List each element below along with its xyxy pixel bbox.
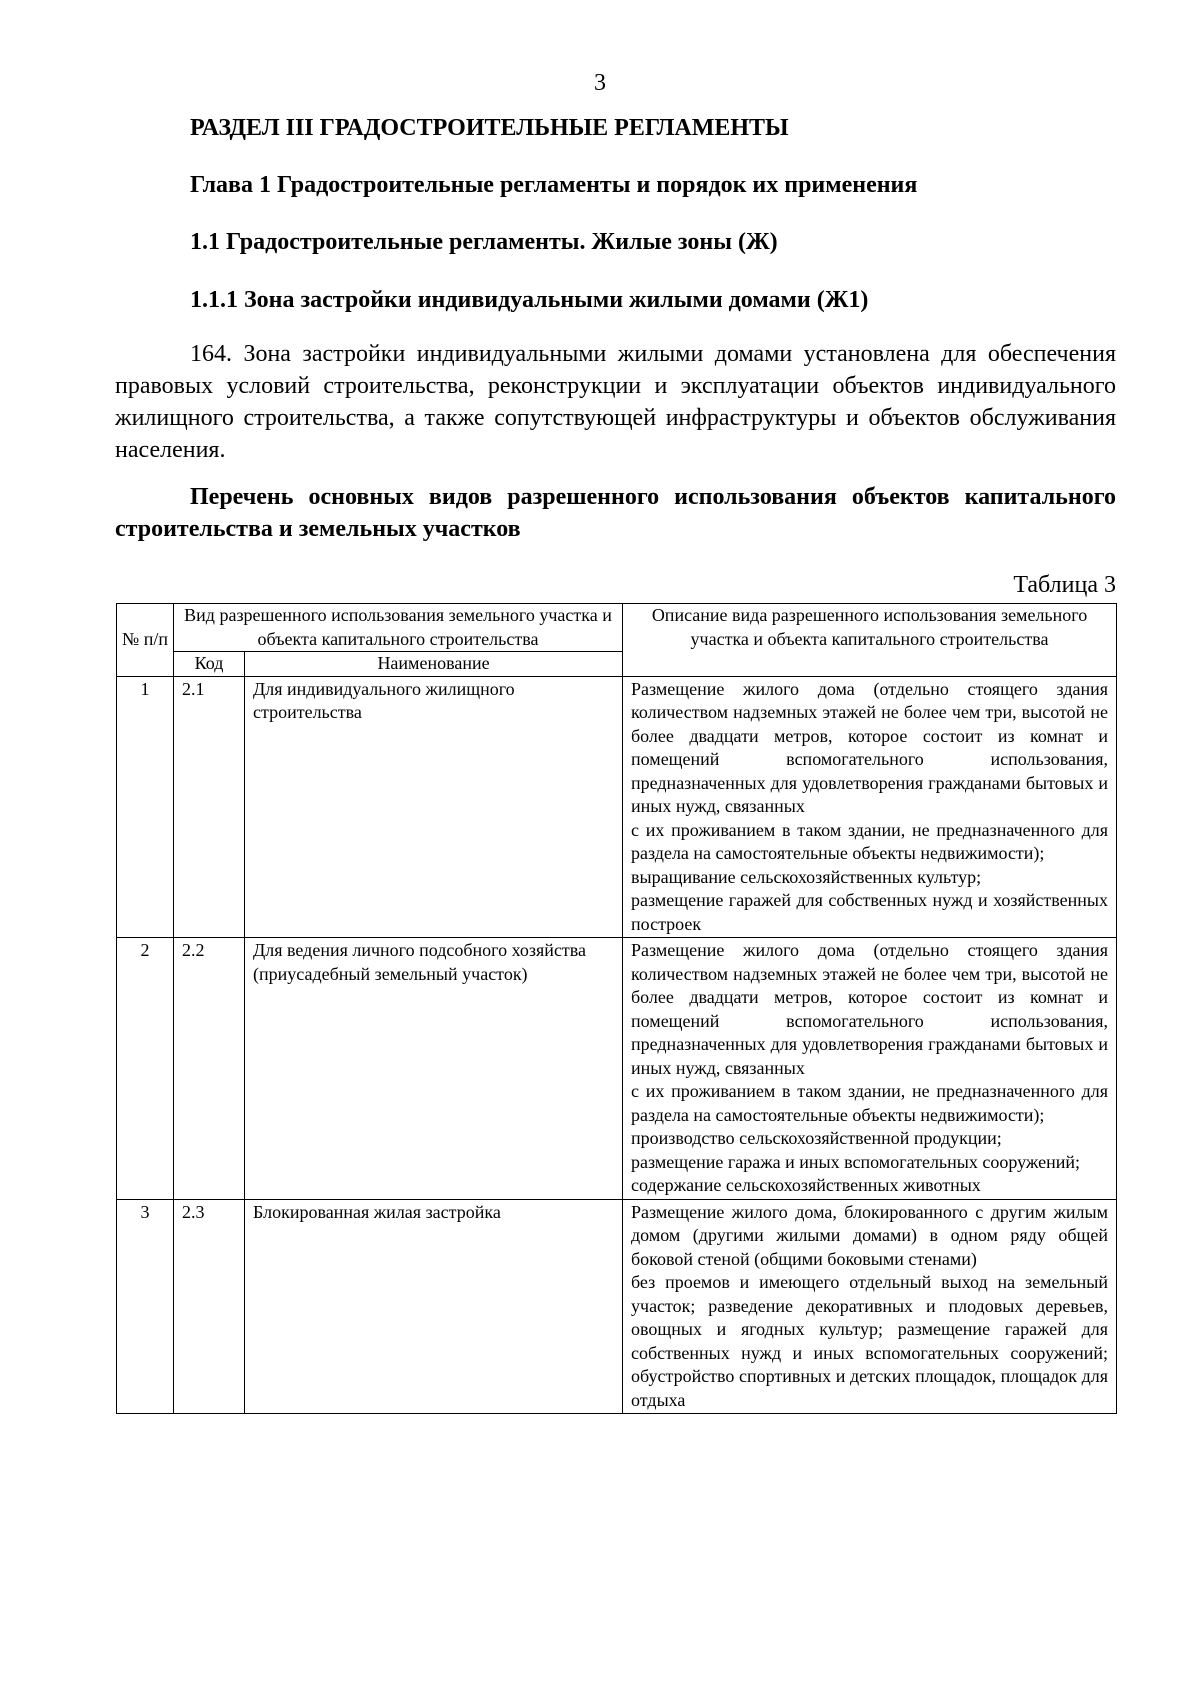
description-line: содержание сельскохозяйственных животных bbox=[631, 1175, 981, 1195]
row-description bbox=[623, 938, 1117, 1200]
row-number: 3 bbox=[117, 1199, 174, 1414]
description-line: Размещение жилого дома (отдельно стоящего здания количеством надземных этажей не более чем три, высотой не более двадцати метров, которое состоит из комнат и помещений вспомогательного использования, предназначенных для удовлетворения гражданами бытовых и иных нужд, связанных bbox=[631, 678, 1109, 816]
header-use-kind: Вид разрешенного использования земельного участка и объекта капитального строительства bbox=[174, 604, 623, 652]
header-description: Описание вида разрешенного использования земельного участка и объекта капитального строительства bbox=[623, 604, 1117, 677]
description-line: выращивание сельскохозяйственных культур; bbox=[631, 866, 982, 887]
row-code: 2.1 bbox=[174, 676, 245, 938]
table-caption: Таблица 3 bbox=[1013, 572, 1116, 598]
table-body bbox=[117, 676, 1117, 1414]
description-line: Размещение жилого дома (отдельно стоящего здания количеством надземных этажей не более чем три, высотой не более двадцати метров, которое состоит из комнат и помещений вспомогательного использования, предназначенных для удовлетворения гражданами бытовых и иных нужд, связанных bbox=[631, 940, 1109, 1078]
subsection-title: 1.1 Градостроительные регламенты. Жилые зоны (Ж) bbox=[190, 229, 778, 255]
row-code: 2.3 bbox=[174, 1199, 245, 1414]
description-line: размещение гаражей для собственных нужд и хозяйственных построек bbox=[631, 890, 1109, 934]
zone-description-paragraph: 164. Зона застройки индивидуальными жилыми домами установлена для обеспечения правовых условий строительства, реконструкции и эксплуатации объектов индивидуального жилищного строительства, а также сопутствующей инфраструктуры и объектов обслуживания населения. bbox=[115, 341, 1116, 463]
table-row bbox=[117, 938, 1117, 1200]
row-description bbox=[623, 1199, 1117, 1414]
chapter-title: Глава 1 Градостроительные регламенты и порядок их применения bbox=[190, 172, 918, 198]
description-line: с их проживанием в таком здании, не предназначенного для раздела на самостоятельные объекты недвижимости); bbox=[631, 1081, 1109, 1125]
row-description bbox=[623, 676, 1117, 938]
description-line: без проемов и имеющего отдельный выход на земельный участок; разведение декоративных и плодовых деревьев, овощных и ягодных культур; размещение гаражей для собственных нужд и иных вспомогательных сооружений; обустройство спортивных и детских площадок, площадок для отдыха bbox=[631, 1272, 1109, 1410]
row-number: 1 bbox=[117, 676, 174, 938]
permitted-use-table bbox=[116, 603, 1117, 1414]
header-number: № п/п bbox=[117, 604, 174, 677]
header-name: Наименование bbox=[245, 652, 623, 677]
zone-title: 1.1.1 Зона застройки индивидуальными жилыми домами (Ж1) bbox=[190, 287, 869, 313]
row-name: Блокированная жилая застройка bbox=[245, 1199, 623, 1414]
row-code: 2.2 bbox=[174, 938, 245, 1200]
row-number: 2 bbox=[117, 938, 174, 1200]
page-number: 3 bbox=[594, 70, 606, 96]
description-line: Размещение жилого дома, блокированного с другим жилым домом (другими жилыми домами) в одном ряду общей боковой стеной (общими боковыми стенами) bbox=[631, 1201, 1109, 1269]
description-line: производство сельскохозяйственной продукции; bbox=[631, 1128, 1002, 1148]
description-line: размещение гаража и иных вспомогательных сооружений; bbox=[631, 1151, 1080, 1172]
permitted-use-list-heading: Перечень основных видов разрешенного использования объектов капитального строительства и земельных участков bbox=[115, 484, 1116, 542]
table-row bbox=[117, 1199, 1117, 1414]
section-title: РАЗДЕЛ III ГРАДОСТРОИТЕЛЬНЫЕ РЕГЛАМЕНТЫ bbox=[190, 115, 789, 141]
header-code: Код bbox=[174, 652, 245, 677]
description-line: с их проживанием в таком здании, не предназначенного для раздела на самостоятельные объекты недвижимости); bbox=[631, 819, 1109, 863]
table-row bbox=[117, 676, 1117, 938]
row-name: Для индивидуального жилищного строительства bbox=[245, 676, 623, 938]
row-name: Для ведения личного подсобного хозяйства (приусадебный земельный участок) bbox=[245, 938, 623, 1200]
